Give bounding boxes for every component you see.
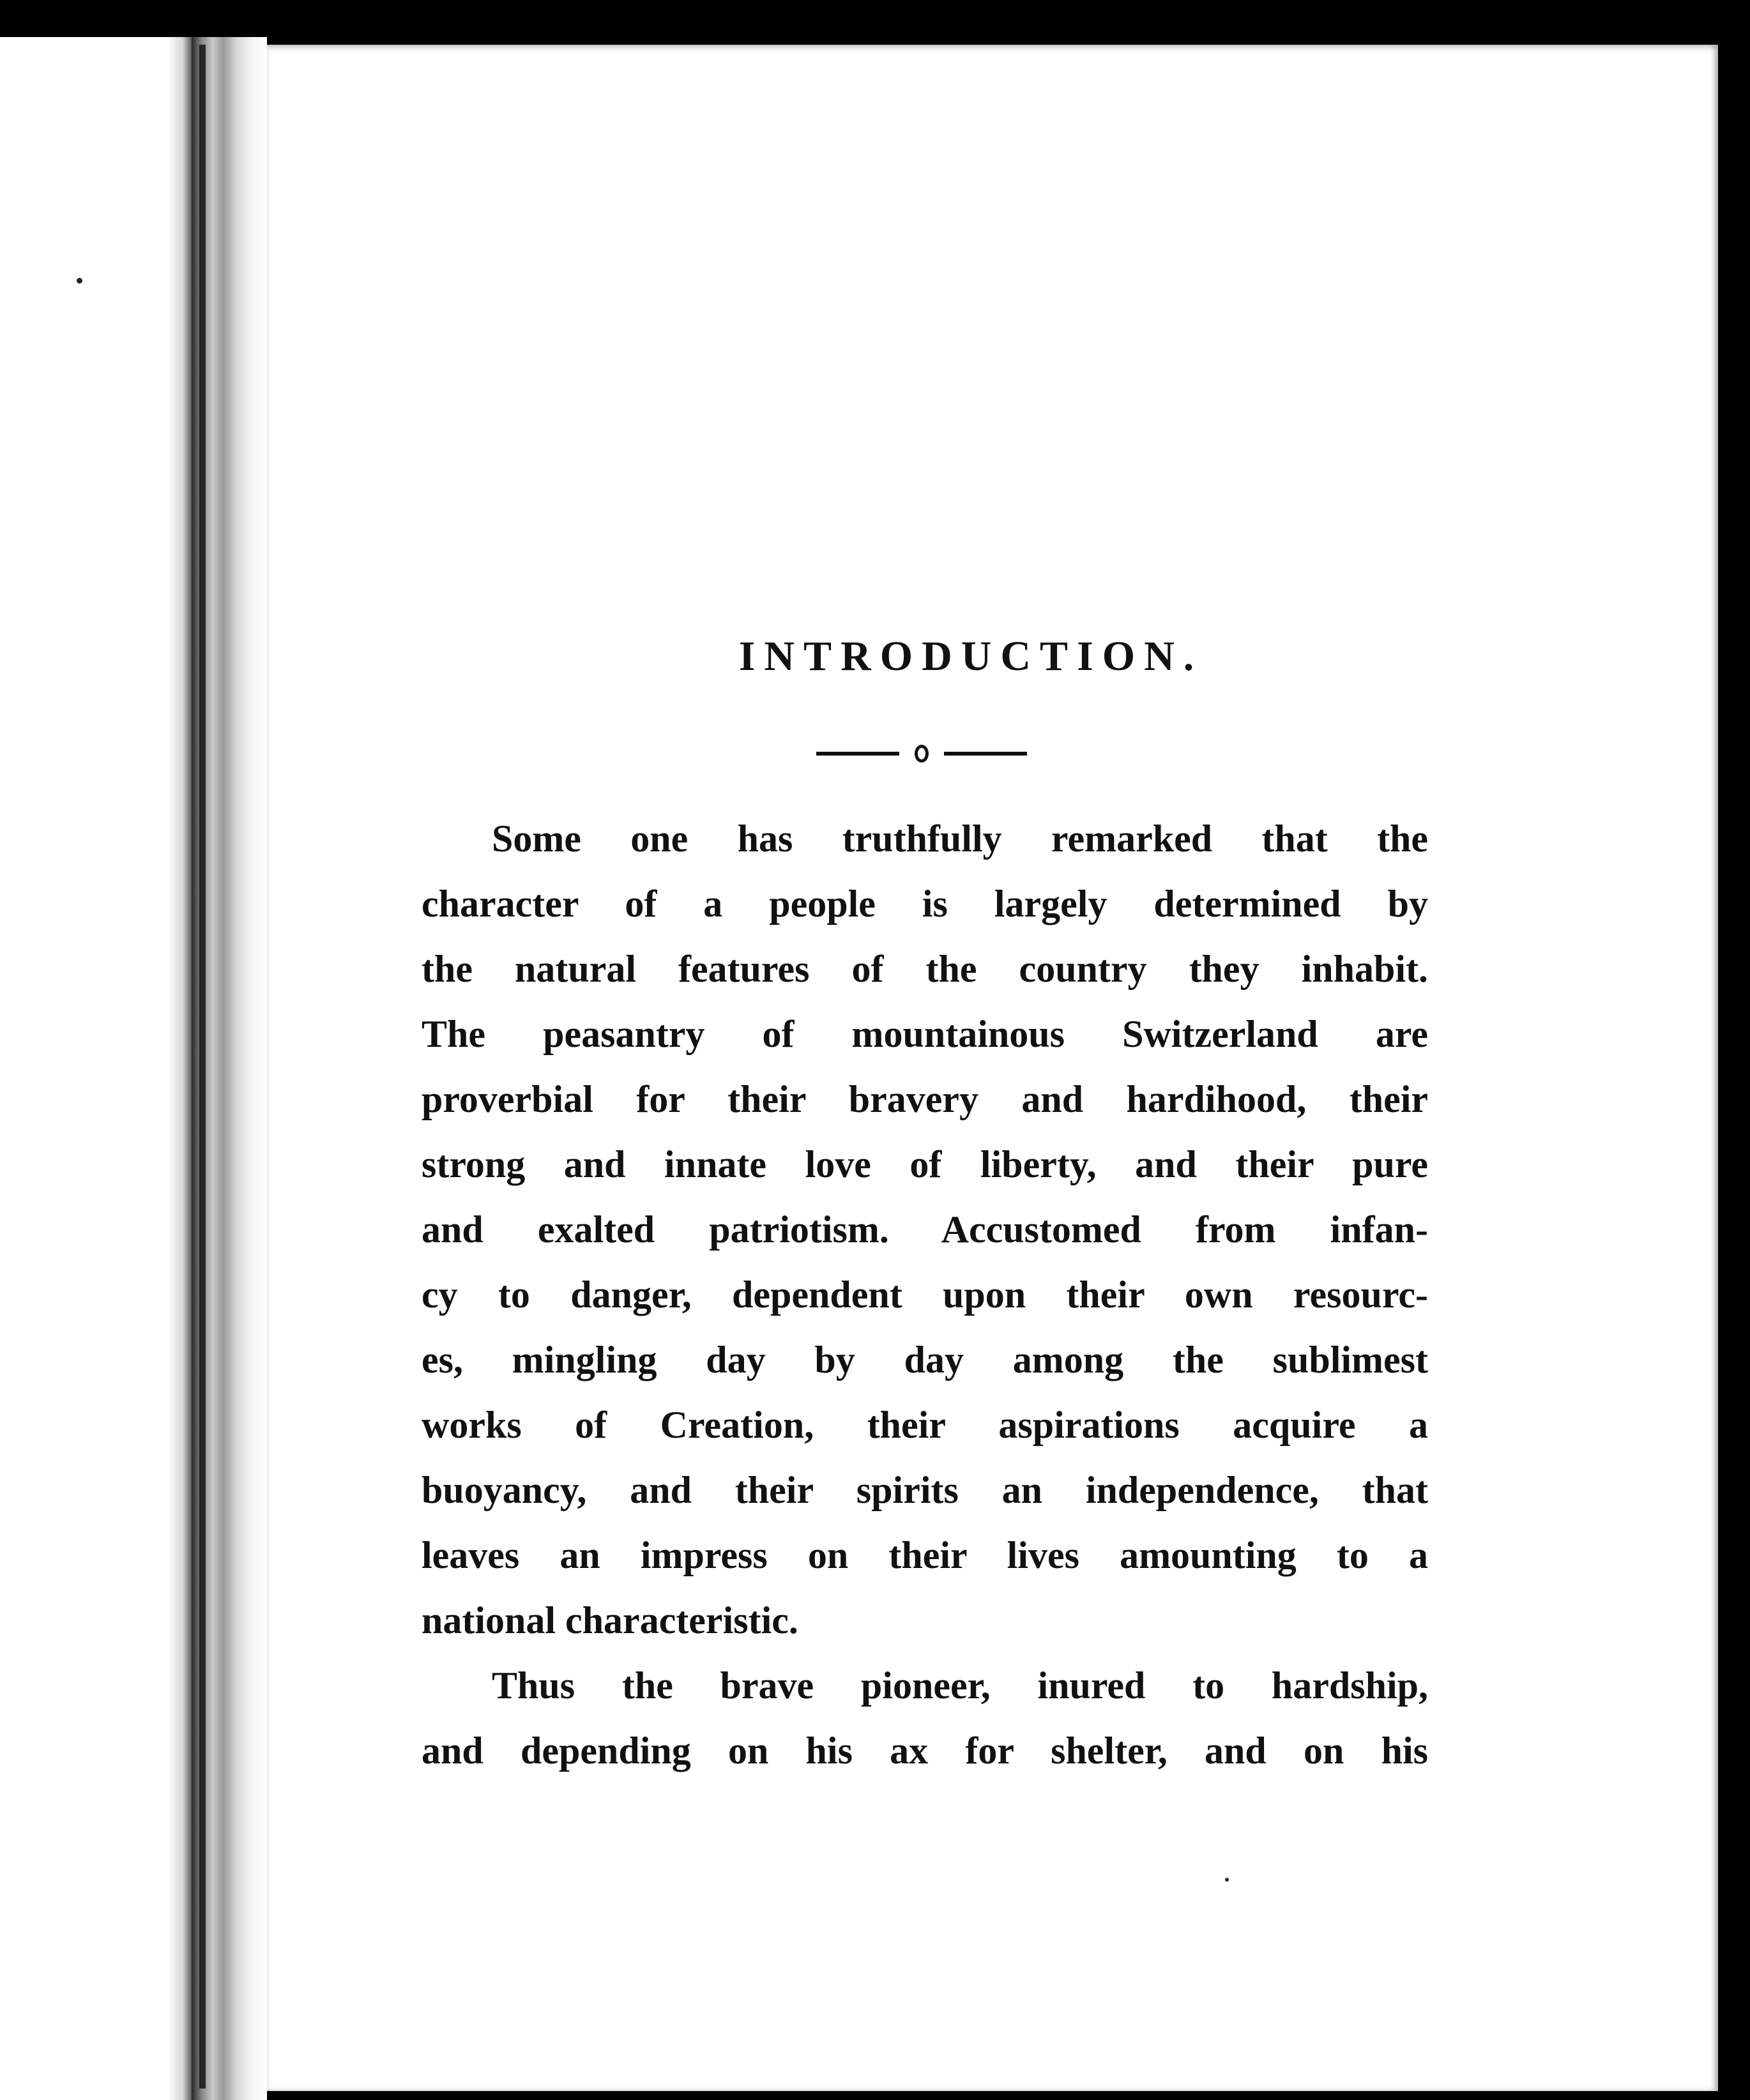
text-line: cy to danger, dependent upon their own resourc-	[422, 1274, 1428, 1316]
text-line: character of a people is largely determined by	[422, 883, 1428, 925]
ornament-dash-right	[944, 752, 1027, 756]
text-line: proverbial for their bravery and hardihood, their	[422, 1078, 1428, 1120]
title-ornament	[816, 734, 1027, 773]
page-title: INTRODUCTION.	[738, 633, 1203, 680]
text-line: Some one has truthfully remarked that the	[492, 818, 1428, 860]
text-line: and exalted patriotism. Accustomed from infan-	[422, 1208, 1428, 1251]
text-line: es, mingling day by day among the sublimest	[422, 1339, 1428, 1381]
left-page-blank	[0, 37, 192, 2100]
dust-speck	[1225, 1878, 1229, 1882]
dust-speck	[77, 278, 82, 284]
introduction-text	[422, 806, 1428, 1783]
text-line: leaves an impress on their lives amounting to a	[422, 1534, 1428, 1576]
scan-border-right	[1718, 45, 1750, 2100]
text-line: national characteristic.	[422, 1599, 798, 1641]
text-line: Thus the brave pioneer, inured to hardship,	[492, 1664, 1428, 1707]
ornament-dash-left	[816, 752, 899, 756]
text-line: and depending on his ax for shelter, and on his	[422, 1730, 1428, 1772]
text-line: the natural features of the country they inhabit.	[422, 948, 1428, 990]
ornament-circle	[915, 745, 929, 763]
binding-crease	[199, 45, 206, 2089]
text-line: strong and innate love of liberty, and their pure	[422, 1143, 1428, 1185]
text-line: buoyancy, and their spirits an independence, that	[422, 1469, 1428, 1511]
text-line: The peasantry of mountainous Switzerland are	[422, 1013, 1428, 1055]
text-line: works of Creation, their aspirations acquire a	[422, 1404, 1428, 1446]
binding-shadow	[167, 37, 193, 2100]
